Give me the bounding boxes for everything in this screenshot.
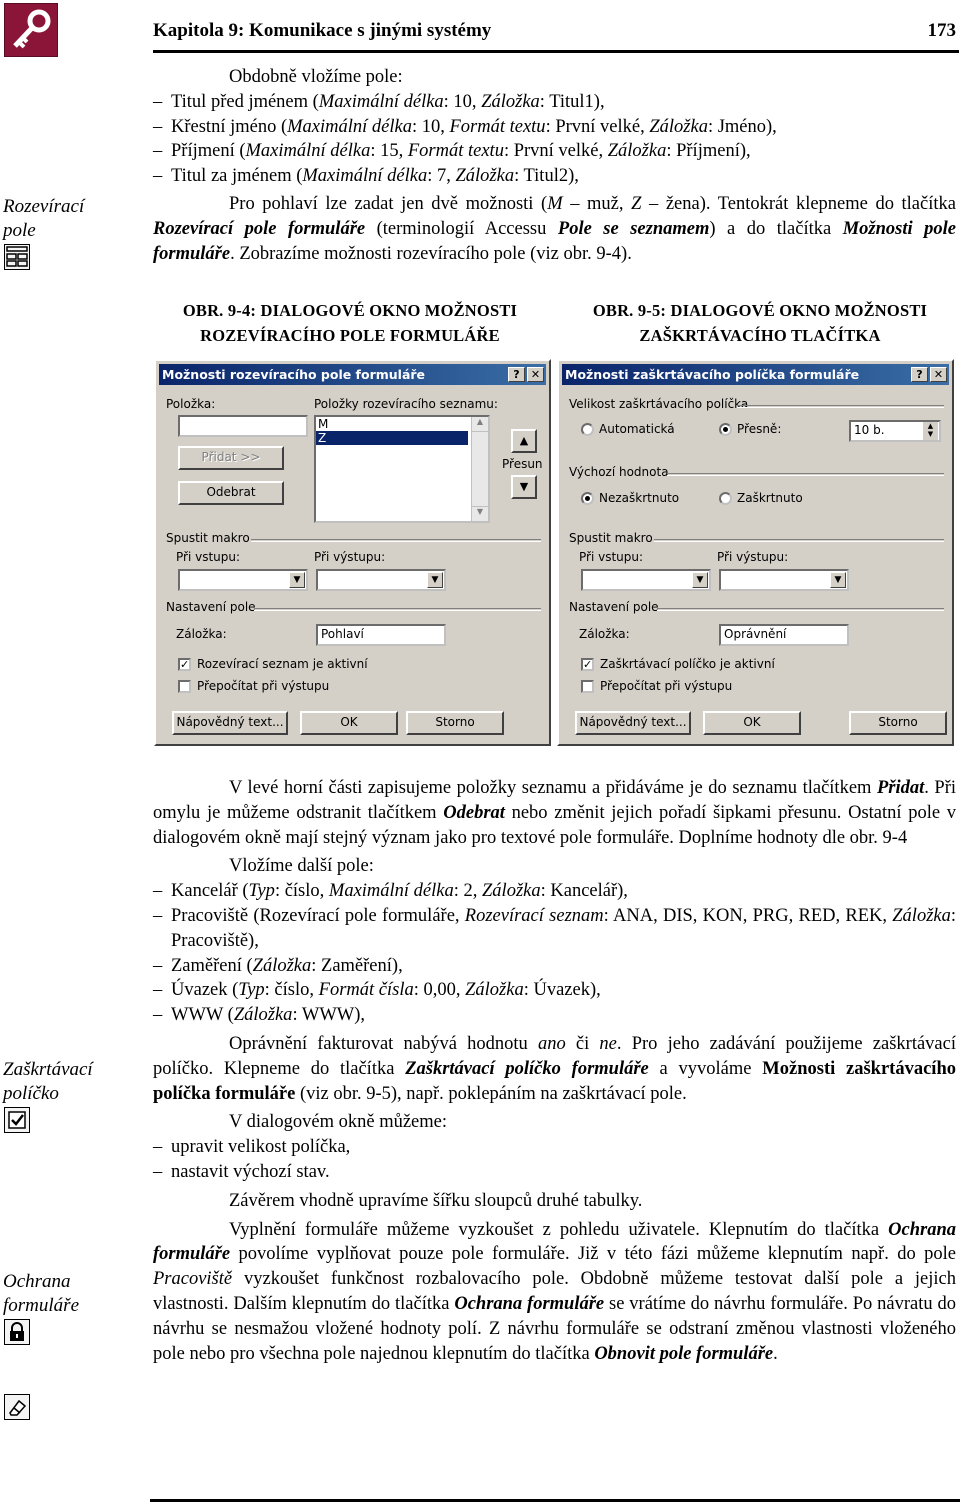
dialog-title: Možnosti zaškrtávacího políčka formuláře [565, 367, 860, 382]
list-item[interactable]: Z [316, 431, 468, 445]
item-input[interactable] [178, 415, 308, 437]
margin-note-line: políčko [3, 1083, 59, 1104]
group-divider [657, 608, 944, 611]
cancel-button[interactable]: Storno [849, 711, 947, 735]
margin-note-line: Ochrana [3, 1271, 71, 1292]
body-section [153, 776, 956, 1366]
dropdown-items-list[interactable] [314, 415, 490, 523]
footer-rule [150, 1499, 960, 1502]
group-divider [254, 608, 541, 611]
help-text-button[interactable]: Nápovědný text... [575, 711, 691, 735]
dialog-titlebar [159, 364, 546, 385]
spinner-arrows-icon[interactable]: ▲ ▼ [923, 422, 938, 440]
margin-note-line: pole [3, 220, 36, 241]
paragraph: V levé horní části zapisujeme položky seznamu a přidáváme je do seznamu tlačítkem Přidat. Při omylu je můžeme odstranit tlačítkem Odebrat nebo změnit jejich pořadí šipkami přesunu. Ostatní pole v dialogovém okně mají stejný význam jako pro textové pole formuláře. Doplníme hodnoty dle obr. 9-4 [153, 778, 956, 848]
list-item: – Titul před jménem (Maximální délka: 10, Záložka: Titul1), [153, 90, 956, 115]
calc-on-exit-checkbox[interactable] [178, 680, 191, 693]
list-items-label: Položky rozevíracího seznamu: [314, 397, 498, 411]
intro-section [153, 65, 956, 266]
size-auto-radio[interactable] [581, 423, 594, 436]
paragraph: Závěrem vhodně upravíme šířku sloupců druhé tabulky. [229, 1190, 643, 1211]
list-scrollbar[interactable]: ▲ ▼ [471, 417, 488, 521]
chevron-down-icon[interactable]: ▼ [830, 572, 846, 588]
lock-icon [4, 1319, 30, 1345]
chevron-down-icon[interactable]: ▼ [289, 572, 305, 588]
checkbox-label: Rozevírací seznam je aktivní [197, 657, 368, 671]
intro-paragraph: Pro pohlaví lze zadat jen dvě možnosti (M – muž, Z – žena). Tentokrát klepneme do tlačítka Rozevírací pole formuláře (terminologií Accessu Pole se seznamem) a do tlačítka Možnosti pole formuláře. Zobrazíme možnosti rozevíracího pole (viz obr. 9-4). [153, 193, 956, 264]
paragraph-lead: V dialogovém okně můžeme: [229, 1112, 448, 1133]
figure-caption-9-5: OBR. 9-5: DIALOGOVÉ OKNO MOŽNOSTI ZAŠKRTÁVACÍHO TLAČÍTKA [592, 301, 928, 345]
dropdown-options-dialog [154, 359, 551, 746]
macro-group-label: Spustit makro [569, 531, 653, 545]
margin-note-line: formuláře [3, 1295, 79, 1316]
group-divider [654, 539, 944, 542]
chevron-down-icon[interactable]: ▼ [427, 572, 443, 588]
access-logo-icon [4, 3, 58, 57]
dialog-title: Možnosti rozevíracího pole formuláře [162, 367, 426, 382]
unchecked-radio[interactable] [581, 492, 594, 505]
on-exit-label: Při výstupu: [717, 550, 789, 564]
settings-group-label: Nastavení pole [569, 600, 659, 614]
radio-label: Přesně: [737, 422, 782, 436]
list-item: – Zaměření (Záložka: Zaměření), [153, 954, 956, 979]
close-icon[interactable]: ✕ [930, 367, 947, 382]
checkbox-label: Zaškrtávací políčko je aktivní [600, 657, 775, 671]
bookmark-label: Záložka: [579, 627, 630, 641]
on-entry-combo[interactable] [581, 569, 711, 591]
checkbox-enabled-checkbox[interactable]: ✓ [583, 658, 593, 671]
ok-button[interactable]: OK [300, 711, 398, 735]
checkbox-label: Přepočítat při výstupu [600, 679, 733, 693]
group-divider [667, 473, 944, 476]
move-up-button[interactable]: ▲ [511, 429, 537, 453]
margin-note-dropdown [3, 195, 113, 243]
list-item: – Křestní jméno (Maximální délka: 10, Formát textu: První velké, Záložka: Jméno), [153, 115, 956, 140]
size-value: 10 b. [854, 423, 885, 437]
radio-label: Zaškrtnuto [737, 491, 803, 505]
on-exit-combo[interactable] [316, 569, 446, 591]
dropdown-enabled-checkbox[interactable]: ✓ [180, 658, 190, 671]
macro-group-label: Spustit makro [166, 531, 250, 545]
add-button[interactable]: Přidat >> [178, 446, 284, 470]
size-group-label: Velikost zaškrtávacího políčka [569, 397, 749, 411]
list-item: – Úvazek (Typ: číslo, Formát čísla: 0,00, Záložka: Úvazek), [153, 978, 956, 1003]
checkbox-label: Přepočítat při výstupu [197, 679, 330, 693]
cancel-button[interactable]: Storno [406, 711, 504, 735]
list-item: – Pracoviště (Rozevírací pole formuláře, Rozevírací seznam: ANA, DIS, KON, PRG, RED, REK, Záložka: Pracoviště), [153, 904, 956, 954]
on-entry-label: Při vstupu: [176, 550, 241, 564]
header-rule [153, 50, 959, 53]
list-item[interactable]: M [318, 417, 329, 431]
move-down-button[interactable]: ▼ [511, 475, 537, 499]
dialog-titlebar [562, 364, 949, 385]
dropdown-field-icon [4, 244, 30, 270]
checkbox-options-dialog [557, 359, 954, 746]
chapter-title: Kapitola 9: Komunikace s jinými systémy [153, 20, 492, 41]
on-entry-combo[interactable] [178, 569, 308, 591]
margin-note-checkbox [3, 1058, 113, 1106]
paragraph-lead: Vložíme další pole: [229, 856, 374, 877]
radio-label: Automatická [599, 422, 675, 436]
checked-radio[interactable] [719, 492, 732, 505]
bookmark-input[interactable]: Oprávnění [719, 624, 849, 646]
intro-lead: Obdobně vložíme pole: [229, 67, 403, 87]
eraser-icon [4, 1394, 30, 1420]
help-text-button[interactable]: Nápovědný text... [172, 711, 288, 735]
move-label: Přesun [502, 457, 543, 471]
help-button[interactable]: ? [911, 367, 928, 382]
list-item: – Příjmení (Maximální délka: 15, Formát textu: První velké, Záložka: Příjmení), [153, 139, 956, 164]
figure-caption-9-4: OBR. 9-4: DIALOGOVÉ OKNO MOŽNOSTI ROZEVÍRACÍHO POLE FORMULÁŘE [182, 301, 518, 345]
radio-label: Nezaškrtnuto [599, 491, 680, 505]
size-spinner[interactable] [849, 420, 941, 442]
bookmark-input[interactable]: Pohlaví [316, 624, 446, 646]
on-entry-label: Při vstupu: [579, 550, 644, 564]
list-item: – WWW (Záložka: WWW), [153, 1003, 956, 1028]
calc-on-exit-checkbox[interactable] [581, 680, 594, 693]
bookmark-label: Záložka: [176, 627, 227, 641]
group-divider [251, 539, 541, 542]
help-button[interactable]: ? [508, 367, 525, 382]
margin-note-line: Rozevírací [3, 196, 85, 217]
size-exact-radio[interactable] [719, 423, 732, 436]
checkbox-field-icon [4, 1107, 30, 1133]
chevron-down-icon[interactable]: ▼ [692, 572, 708, 588]
paragraph: Oprávnění fakturovat nabývá hodnotu ano či ne. Pro jeho zadávání použijeme zaškrtávací políčko. Klepneme do tlačítka Zaškrtávací políčko formuláře a vyvoláme Možnosti zaškrtávacího políčka formuláře (viz obr. 9-5), např. poklepáním na zaškrtávací pole. [153, 1033, 956, 1104]
on-exit-combo[interactable] [719, 569, 849, 591]
close-icon[interactable]: ✕ [527, 367, 544, 382]
ok-button[interactable]: OK [703, 711, 801, 735]
margin-note-protection [3, 1270, 113, 1318]
on-exit-label: Při výstupu: [314, 550, 386, 564]
default-group-label: Výchozí hodnota [569, 465, 669, 479]
paragraph: Vyplnění formuláře můžeme vyzkoušet z pohledu uživatele. Klepnutím do tlačítka Ochrana formuláře povolíme vyplňovat pouze pole formuláře. Již v této fázi můžeme klepnutím např. do pole Pracoviště vyzkoušet funkčnost rozbalovacího pole. Obdobně můžeme testovat další pole a jejich vlastnosti. Dalším klepnutím do tlačítka Ochrana formuláře se vrátíme do návrhu formuláře. Po návratu do návrhu se nesmažou vložené hodnoty polí. Z návrhu formuláře se odstraní změnou vlastnosti vloženého pole nebo pro všechna pole najednou klepnutím do tlačítka Obnovit pole formuláře. [153, 1219, 956, 1364]
list-item: – upravit velikost políčka, [153, 1135, 956, 1160]
margin-note-line: Zaškrtávací [3, 1059, 93, 1080]
list-item: – Kancelář (Typ: číslo, Maximální délka: 2, Záložka: Kancelář), [153, 879, 956, 904]
group-divider [737, 405, 944, 408]
settings-group-label: Nastavení pole [166, 600, 256, 614]
list-item: – Titul za jménem (Maximální délka: 7, Záložka: Titul2), [153, 164, 956, 189]
list-item: – nastavit výchozí stav. [153, 1160, 956, 1185]
page-number: 173 [927, 20, 956, 41]
remove-button[interactable]: Odebrat [178, 481, 284, 505]
item-label: Položka: [166, 397, 216, 411]
